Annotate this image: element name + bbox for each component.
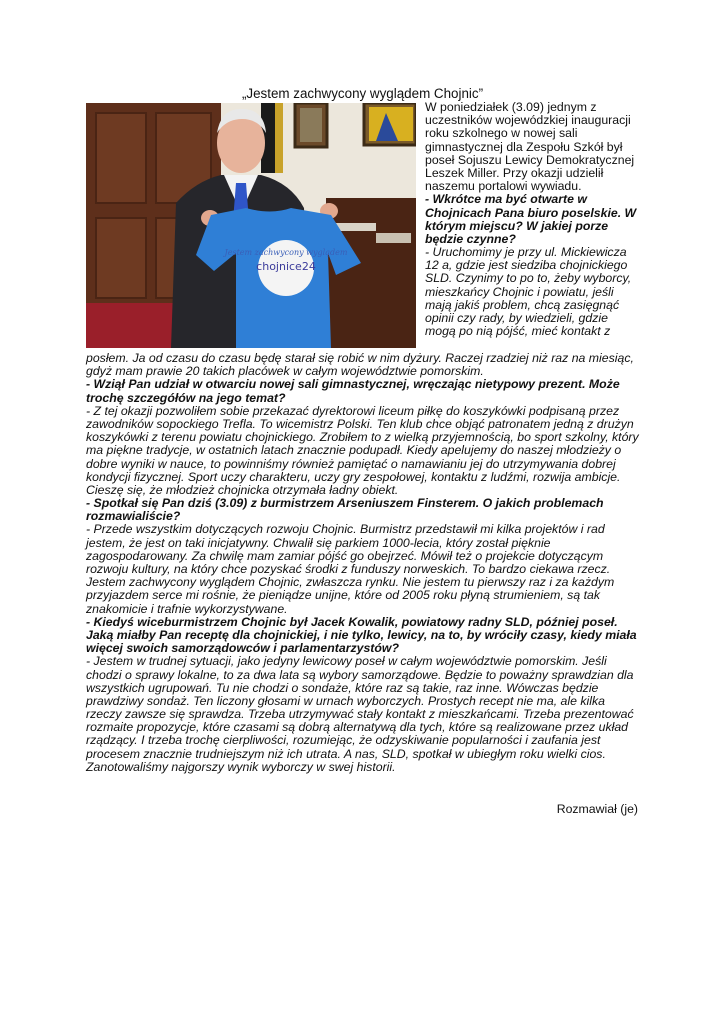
interview-answer-line: mieszkańcy Chojnic i powiatu, jeśli [425,284,614,299]
interview-answer-line: kondycji fizycznej. Sport uczy charakteru, uczy gry zespołowej, kontaktu z ludźmi, rozwija ambicje. [86,469,621,484]
interview-answer-line: rozwoju kultury, na który chce pozyskać środki z funduszy norweskich. To bardzo ciekawa rzecz. [86,562,611,576]
interview-question-line: więcej swoich samorządowców i parlamentarzystów? [86,641,399,656]
interview-answer-line: - Z tej okazji pozwoliłem sobie przekazać dyrektorowi liceum piłkę do koszykówki podpisaną przez [86,403,620,418]
interview-answer-line: dobre wyniki w nauce, to powinniśmy również pamiętać o namawianiu jej do utrzymywania dobrej [86,456,616,471]
interview-question-line: trochę szczegółów na jego temat? [86,390,286,405]
intro-text-line: W poniedziałek (3.09) jednym z [425,100,597,114]
author-signature: Rozmawiał (je) [556,802,638,816]
interview-answer-line: rządzący. I trzeba trochę cierpliwości, rozumiejąc, że odzyskiwanie popularności i zaufania jest [86,733,601,748]
interview-answer-line: Cieszę się, że młodzież chojnicka otrzymała ładny obiekt. [86,482,399,497]
interview-answer-line: zawodników sopockiego Trefla. To wicemistrz Polski. Ten klub chce objąć patronatem jedną z drużyn [86,416,634,431]
interview-answer-line: mogą po nią pójść, mieć kontakt z [425,324,611,339]
interview-answer-line: - Uruchomimy je przy ul. Mickiewicza [425,245,627,260]
interview-answer-line: posłem. Ja od czasu do czasu będę starał się robić w nim dyżury. Raczej rzadziej niż raz na miesiąc, [86,351,634,365]
interview-answer-line: opinii czy rady, by wiedzieli, gdzie [425,311,608,325]
shirt-script: Jestem zachwycony wyglądem [224,248,348,257]
interview-answer-line: koszykówki z terenu powiatu chojnickiego. Zrobiłem to z wielką przyjemnością, bo sport szkolny, który [86,430,639,445]
interview-question-line: - Wkrótce ma być otwarte w [425,192,587,207]
interview-answer-line: jestem, że jest on taki inicjatywny. Chwalił się parkiem 1000-lecia, który został pięknie [86,535,551,550]
interview-answer-line: rozmaite propozycje, które czasami są dobrą alternatywą dla tych, które są realizowane przez układ [86,720,628,735]
interview-answer-line: procesem znacznie trudniejszym niż ich utrata. A nas, SLD, spotkał w ubiegłym roku wielki cios. [86,746,606,761]
intro-text-line: naszemu portalowi wywiadu. [425,179,582,194]
interview-question-line: Chojnicach Pana biuro poselskie. W [425,205,637,220]
interview-answer-line: rzeczy zawsze się sprawdza. Trzeba utrzymywać stały kontakt z mieszkańcami. Trzeba prezentować [86,707,634,722]
interview-answer-line: SLD. Czynimy to po to, żeby wyborcy, [425,271,632,286]
article-title: „Jestem zachwycony wyglądem Chojnic” [241,86,484,101]
interview-answer-line: prawdziwy sondaż. Ten liczony głosami w urnach wyborczych. Prostych recept nie ma, ale kilka [86,693,605,708]
interview-answer-line: znakomicie i trafnie wykorzystywane. [86,601,288,616]
interview-answer-line: ma piękne tradycje, w ostatnich latach znacznie podupadł. Kiedy apelujemy do naszej młodzieży o [86,443,622,458]
interview-question-line: Jaką miałby Pan receptę dla chojnickiej, i nie tylko, lewicy, na to, by wróciły czasy, kiedy miała [86,627,637,642]
intro-column [425,101,650,338]
interview-question-line: którym miejscu? W jakiej porze [425,218,609,233]
shirt-logo-text: chojnice24 [256,260,316,273]
interview-answer-line: wszystkich ugrupowań. Tu nie chodzi o sondaże, które raz są takie, raz inne. Wówczas będzie [86,680,599,695]
interview-answer-line: Zanotowaliśmy najgorszy wynik wyborczy w swej historii. [86,759,396,774]
photo-illustration [86,103,416,348]
interview-answer-line: - Jestem w trudnej sytuacji, jako jedyny lewicowy poseł w całym województwie pomorskim. Jeśli [86,654,607,669]
interview-body [86,352,646,774]
interview-question-line: rozmawialiście? [86,509,181,524]
intro-text-line: gimnastycznej dla Zespołu Szkół był [425,139,623,154]
intro-text-line: uczestników wojewódzkiej inauguracji [425,113,631,128]
interview-question-line: - Spotkał się Pan dziś (3.09) z burmistrzem Arseniuszem Finsterem. O jakich problemach [86,496,604,511]
interview-question-line: - Kiedyś wiceburmistrzem Chojnic był Jacek Kowalik, powiatowy radny SLD, później poseł. [86,614,618,629]
intro-text-line: Leszek Miller. Przy okazji udzielił [425,165,604,180]
interview-answer-line: zagospodarowany. Za chwilę mam zamiar pójść go obejrzeć. Mówił też o projekcie dotyczącym [86,548,604,563]
interview-answer-line: mają jakiś problem, chcą zasięgnąć [425,297,620,312]
interview-answer-line: gdyż mam prawie 20 takich placówek w całym województwie pomorskim. [86,364,484,379]
interview-answer-line: przyjazdem serce mi rośnie, że pieniądze unijne, które od 2005 roku płyną strumieniem, są tak [86,588,600,603]
interview-answer-line: Jestem zachwycony wyglądem Chojnic, zwłaszcza rynku. Nie jestem tu pierwszy raz i za każdym [86,575,615,590]
interview-question-line: będzie czynne? [425,231,516,246]
intro-text-line: poseł Sojuszu Lewicy Demokratycznej [425,152,635,167]
interview-question-line: - Wziął Pan udział w otwarciu nowej sali gimnastycznej, wręczając nietypowy prezent. Może [86,377,620,392]
interview-answer-line: chodzi o sprawy lokalne, to za dwa lata są wybory samorządowe. Będzie to poważny sprawdzian dla [86,667,634,682]
interview-answer-line: 12 a, gdzie jest siedziba chojnickiego [425,258,628,273]
intro-text-line: roku szkolnego w nowej sali [425,126,578,141]
interview-answer-line: - Przede wszystkim dotyczących rozwoju Chojnic. Burmistrz przedstawił mi kilka projektów i rad [86,522,605,537]
article-photo [86,103,416,348]
